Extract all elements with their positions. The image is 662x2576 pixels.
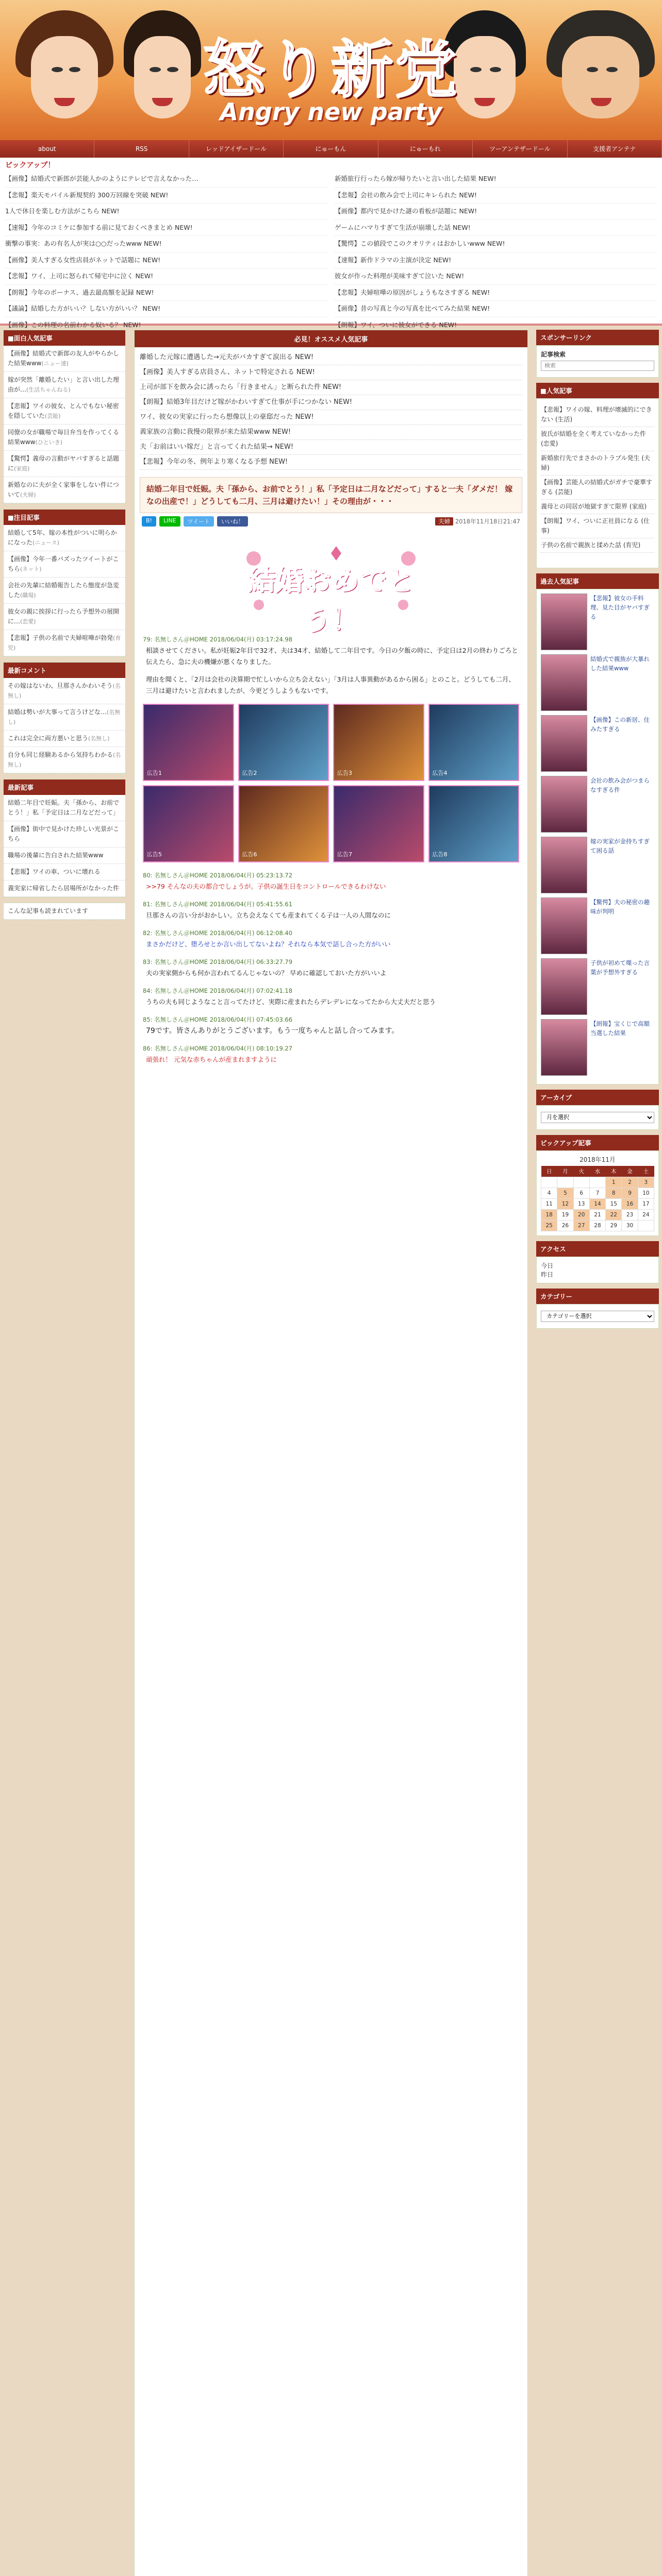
thumbnail[interactable] <box>541 654 587 711</box>
pickup-left-list <box>5 171 327 333</box>
nav-antenna[interactable]: 支援者アンテナ <box>568 140 662 158</box>
archive-title: アーカイブ <box>536 1090 659 1105</box>
item-text[interactable]: 【画像】今年一番バズったツイートがこちら <box>8 555 119 572</box>
calendar-day[interactable]: 3 <box>638 1177 654 1188</box>
pickup-item[interactable]: 衝撃の事実：あの有名人が実は○○だったwww NEW! <box>5 236 327 252</box>
weekday: 火 <box>573 1166 589 1177</box>
item-text[interactable]: 【悲報】ワイの彼女、とんでもない秘密を隠していた <box>8 402 119 419</box>
list-item[interactable]: 子供の名前で親族と揉めた話 (育児) <box>541 538 654 553</box>
calendar-day[interactable]: 14 <box>589 1199 605 1210</box>
list-item[interactable]: 新婚旅行先でまさかのトラブル発生 (夫婦) <box>541 451 654 476</box>
right-sidebar <box>533 330 662 2576</box>
post-header: 83: 名無しさん＠HOME 2018/06/04(月) 06:33:27.79 <box>143 958 293 965</box>
thumbnail[interactable] <box>541 594 587 650</box>
item-text[interactable]: 結婚は勢いが大事って言うけどな… <box>8 708 107 716</box>
also-read-label: こんな記事も読まれています <box>4 903 125 920</box>
list-item[interactable] <box>4 477 125 503</box>
calendar-day[interactable]: 8 <box>606 1188 622 1199</box>
main-content <box>134 330 528 2576</box>
item-text[interactable]: 職場の後輩に告白された結果www <box>8 852 104 859</box>
weekday: 木 <box>606 1166 622 1177</box>
category-select[interactable] <box>541 1311 654 1322</box>
calendar-day[interactable]: 27 <box>573 1221 589 1231</box>
item-text[interactable]: 【画像】結婚式で新郎の友人がやらかした結果www <box>8 350 120 367</box>
item-text[interactable]: 彼女の親に挨拶に行ったら予想外の展開に… <box>8 608 120 625</box>
thumb-item[interactable] <box>541 958 654 1015</box>
calendar-day[interactable]: 15 <box>606 1199 622 1210</box>
item-text[interactable]: 同僚の女が職場で毎日弁当を作ってくる結果www <box>8 429 120 446</box>
list-item[interactable]: 【悲報】今年の冬、例年より寒くなる予想 NEW! <box>140 455 522 470</box>
pickup-item[interactable]: 【速報】新作ドラマの主演が決定 NEW! <box>335 252 657 269</box>
pickup-item[interactable]: 【悲報】ワイ、上司に怒られて帰宅中に泣く NEW! <box>5 268 327 285</box>
pickup-item[interactable]: ゲームにハマりすぎて生活が崩壊した話 NEW! <box>335 220 657 236</box>
post-header: 82: 名無しさん＠HOME 2018/06/04(月) 06:12:08.40 <box>143 929 293 937</box>
post <box>135 982 527 1011</box>
ad-banner[interactable]: 広告8 <box>428 785 520 862</box>
item-source: (職場) <box>20 592 36 599</box>
calendar-body <box>541 1177 654 1231</box>
list-item[interactable] <box>4 731 125 747</box>
calendar-day[interactable]: 12 <box>557 1199 573 1210</box>
search-box <box>536 345 659 378</box>
thumb-item[interactable] <box>541 897 654 954</box>
item-text[interactable]: 【驚愕】義母の言動がヤバすぎると話題に <box>8 455 120 472</box>
wedding-congrats-image <box>238 538 424 636</box>
list-item[interactable] <box>4 848 125 864</box>
thumb-item[interactable] <box>541 594 654 650</box>
box-title: ■注目記事 <box>4 510 125 525</box>
weekday: 土 <box>638 1166 654 1177</box>
latest-comments-box <box>3 662 126 774</box>
line-button[interactable]: LINE <box>159 516 180 527</box>
item-source: (家庭) <box>14 465 30 472</box>
ad-banner[interactable]: 広告1 <box>143 704 234 781</box>
pickup-item[interactable]: 1人で休日を楽しむ方法がこちら NEW! <box>5 204 327 220</box>
thumb-item[interactable] <box>541 715 654 772</box>
post-text: >>79 そんなの夫の都合でしょうが。子供の誕生日をコントロールできるわけない <box>146 883 386 890</box>
item-source: (ニュー速) <box>41 360 69 367</box>
nav-item-3[interactable]: レッドアイザードール <box>189 140 284 158</box>
pickup-item[interactable]: 【悲報】会社の飲み会で上司にキレられた NEW! <box>335 188 657 204</box>
post-text: うちの夫も同じようなこと言ってたけど、実際に産まれたらデレデレになってたから大丈夫だと思う <box>146 998 436 1006</box>
list-item[interactable]: 上司が部下を飲み会に誘ったら「行きません」と断られた件 NEW! <box>140 380 522 395</box>
thumb-text[interactable]: 結婚式で親族が大暴れした結果www <box>590 655 650 672</box>
list-item[interactable] <box>4 604 125 630</box>
list-item[interactable]: 離婚した元嫁に遭遇した→元夫がバカすぎて涙出る NEW! <box>140 350 522 365</box>
calendar-day[interactable]: 19 <box>557 1210 573 1221</box>
thumbs-title: 過去人気記事 <box>536 573 659 589</box>
post-header: 80: 名無しさん＠HOME 2018/06/04(月) 05:23:13.72 <box>143 872 293 879</box>
post <box>135 867 527 895</box>
also-read-box <box>3 903 126 920</box>
item-source: (名無し) <box>8 683 121 699</box>
category-title: カテゴリー <box>536 1289 659 1304</box>
calendar <box>541 1166 654 1231</box>
calendar-day[interactable]: 25 <box>541 1221 557 1231</box>
list-item[interactable]: 彼氏が結婚を全く考えていなかった件 (恋愛) <box>541 427 654 451</box>
share-buttons <box>142 516 248 527</box>
item-source: (ニュース) <box>32 539 60 546</box>
ad-banner[interactable]: 広告2 <box>238 704 329 781</box>
item-text[interactable]: 【悲報】子供の名前で夫婦喧嘩が勃発 <box>8 634 113 641</box>
nav-rss[interactable]: RSS <box>94 140 189 158</box>
item-text[interactable]: 【画像】街中で見かけた珍しい光景がこちら <box>8 825 120 842</box>
calendar-day[interactable]: 5 <box>557 1188 573 1199</box>
list-item[interactable] <box>4 821 125 848</box>
calendar-day[interactable]: 4 <box>541 1188 557 1199</box>
post-text: 夫の実家側からも何か言われてるんじゃないの？ 早めに確認しておいた方がいいよ <box>146 969 387 977</box>
list-item[interactable] <box>4 551 125 578</box>
post-header: 86: 名無しさん＠HOME 2018/06/04(月) 08:10:19.27 <box>143 1045 293 1052</box>
thumb-item[interactable] <box>541 837 654 893</box>
list-item[interactable]: 義母との同居が地獄すぎて限界 (家庭) <box>541 500 654 514</box>
list-item[interactable] <box>4 630 125 656</box>
list-item[interactable]: 義家族の言動に我慢の限界が来た結果www NEW! <box>140 425 522 440</box>
category-box <box>536 1304 659 1329</box>
archive-select[interactable] <box>541 1112 654 1123</box>
post-text: 相談させてください。私が妊娠2年目で32才、夫は34才、結婚して二年目です。今日の夕飯の時に、予定日は2月の終わりごろと伝えたら、急に夫の機嫌が悪くなりました。 <box>146 647 518 666</box>
thumb-text[interactable]: 【朗報】宝くじで高額当選した結果 <box>590 1020 650 1037</box>
thumbnail[interactable] <box>541 958 587 1015</box>
list-item[interactable] <box>4 398 125 425</box>
item-source: (ひといき) <box>35 439 63 446</box>
ad-banner[interactable]: 広告5 <box>143 785 234 862</box>
site-logo-subtitle: Angry new party <box>220 98 442 126</box>
item-text[interactable]: 結婚して5年、嫁の本性がついに明らかになった <box>8 529 117 546</box>
post-text: 79です。皆さんありがとうございます。もう一度ちゃんと話し合ってみます。 <box>146 1027 399 1035</box>
nav-item-6[interactable]: ツーアンテザードール <box>473 140 567 158</box>
thumb-text[interactable]: 子供が初めて喋った言葉が予想外すぎる <box>590 959 650 976</box>
list-item[interactable] <box>4 425 125 451</box>
calendar-day[interactable] <box>638 1221 654 1231</box>
pickup-item[interactable]: 【朗報】今年のボーナス、過去最高額を記録 NEW! <box>5 285 327 301</box>
weekday: 金 <box>622 1166 638 1177</box>
pickup-item[interactable]: 【驚愕】この値段でこのクオリティはおかしいwww NEW! <box>335 236 657 252</box>
calendar-day[interactable]: 16 <box>622 1199 638 1210</box>
nav-item-5[interactable]: にゅーもれ <box>378 140 473 158</box>
item-source: (名無し) <box>8 752 121 768</box>
calendar-day[interactable]: 30 <box>622 1221 638 1231</box>
pickup-item[interactable]: 【画像】都内で見かけた謎の看板が話題に NEW! <box>335 204 657 220</box>
calendar-day[interactable] <box>573 1177 589 1188</box>
thumb-text[interactable]: 【驚愕】夫の秘密の趣味が判明 <box>590 899 650 915</box>
article-date: 2018年11月18日21:47 <box>455 518 520 525</box>
thumb-list <box>536 589 659 1084</box>
list-item[interactable] <box>4 372 125 398</box>
calendar-day[interactable]: 20 <box>573 1210 589 1221</box>
post-header: 85: 名無しさん＠HOME 2018/06/04(月) 07:45:03.66 <box>143 1016 293 1023</box>
list-item[interactable]: 【朗報】ワイ、ついに正社員になる (仕事) <box>541 514 654 538</box>
latest-articles-box <box>3 779 126 897</box>
pickup-item[interactable]: 彼女が作った料理が美味すぎて泣いた NEW! <box>335 268 657 285</box>
list-item[interactable]: 【画像】美人すぎる店員さん、ネットで特定される NEW! <box>140 365 522 380</box>
calendar-day[interactable]: 29 <box>606 1221 622 1231</box>
pickup-title: ピックアップ！ <box>5 161 55 170</box>
calendar-day[interactable]: 22 <box>606 1210 622 1221</box>
article-meta <box>135 513 527 530</box>
recommended-heading: 必見！オススメ人気記事 <box>135 330 527 347</box>
box-title: 最新コメント <box>4 663 125 678</box>
category-tag[interactable]: 夫婦 <box>435 517 453 526</box>
list-item[interactable] <box>4 678 125 704</box>
calendar-box <box>536 1150 659 1236</box>
item-text[interactable]: 【悲報】ワイの車、ついに壊れる <box>8 868 101 875</box>
list-item[interactable] <box>4 525 125 551</box>
thumb-item[interactable] <box>541 776 654 833</box>
item-text[interactable]: これは完全に両方悪いと思う <box>8 735 89 742</box>
item-text[interactable]: その嫁はないわ、旦那さんかわいそう <box>8 682 113 689</box>
pickup-item[interactable]: 【朗報】ワイ、ついに彼女ができる NEW! <box>335 317 657 334</box>
pickup-item[interactable]: 【画像】結婚式で新郎が芸能人かのようにテレビで言えなかった… <box>5 171 327 188</box>
post-text: まさかだけど、堕ろせとか言い出してないよね？それなら本気で話し合った方がいい <box>146 940 391 948</box>
calendar-title: ピックアップ記事 <box>536 1135 659 1150</box>
post <box>135 895 527 924</box>
thumb-text[interactable]: 嫁の実家が金持ちすぎて困る話 <box>590 838 650 854</box>
tweet-button[interactable]: ツイート <box>184 516 214 527</box>
list-item[interactable]: 【朗報】結婚3年目だけど嫁がかわいすぎて仕事が手につかない NEW! <box>140 395 522 410</box>
post-text: 頑張れ！ 元気な赤ちゃんが産まれますように <box>146 1056 277 1063</box>
popular-list <box>536 398 659 568</box>
pickup-item[interactable]: 【画像】美人すぎる女性店員がネットで話題に NEW! <box>5 252 327 269</box>
item-source: (名無し) <box>8 709 121 725</box>
pickup-item[interactable]: 【悲報】楽天モバイル新規契約 300万回線を突破 NEW! <box>5 188 327 204</box>
ad-banner[interactable]: 広告4 <box>428 704 520 781</box>
list-item[interactable] <box>4 704 125 731</box>
item-source: (芸能) <box>45 413 61 419</box>
post-header: 79: 名無しさん＠HOME 2018/06/04(月) 03:17:24.98 <box>143 636 293 643</box>
calendar-day[interactable]: 23 <box>622 1210 638 1221</box>
access-yesterday: 昨日 <box>541 1271 554 1278</box>
nav-item-4[interactable]: にゅーもん <box>284 140 378 158</box>
box-title: ■面白人気記事 <box>4 330 125 346</box>
thumbnail[interactable] <box>541 837 587 893</box>
access-today: 今日 <box>541 1262 554 1269</box>
recommended-list <box>135 347 527 473</box>
item-source: (恋愛) <box>20 618 36 625</box>
list-item[interactable]: 【悲報】ワイの嫁、料理が壊滅的にできない (生活) <box>541 403 654 427</box>
list-item[interactable] <box>4 795 125 821</box>
post-header: 81: 名無しさん＠HOME 2018/06/04(月) 05:41:55.61 <box>143 901 293 908</box>
search-input[interactable] <box>541 361 654 371</box>
weekday: 月 <box>557 1166 573 1177</box>
calendar-day[interactable]: 17 <box>638 1199 654 1210</box>
list-item[interactable] <box>4 864 125 880</box>
calendar-day[interactable] <box>589 1177 605 1188</box>
site-header <box>0 0 662 140</box>
global-nav <box>0 140 662 158</box>
pickup-right-list <box>335 171 657 333</box>
post <box>135 924 527 953</box>
popular-articles-box <box>3 330 126 504</box>
calendar-month: 2018年11月 <box>580 1156 616 1163</box>
pickup-item[interactable]: 【画像】昔の写真と今の写真を比べてみた結果 NEW! <box>335 301 657 317</box>
pickup-item[interactable]: 【速報】今年のコミケに参加する前に見ておくべきまとめ NEW! <box>5 220 327 236</box>
weekday: 日 <box>541 1166 557 1177</box>
list-item[interactable] <box>4 747 125 773</box>
access-box <box>536 1257 659 1283</box>
like-button[interactable]: いいね！ <box>217 516 248 527</box>
ad-grid <box>135 700 527 867</box>
article-title: 結婚二年目で妊娠。夫「孫から、お前でとう！」私「予定日は二月などだって」すると一夫「ダメだ！ 嫁なの出産で！」どうしても二月、三月は避けたい！」その理由が・・・ <box>140 477 522 513</box>
item-source: (生活ちゃんねる) <box>26 386 71 393</box>
pickup-section <box>0 158 662 329</box>
ad-banner[interactable]: 広告3 <box>333 704 424 781</box>
featured-articles-box <box>3 509 126 657</box>
pickup-item[interactable]: 【画像】この料理の名前わかる奴いる？ NEW! <box>5 317 327 334</box>
sponsor-title: スポンサーリンク <box>536 330 659 345</box>
item-source: (名無し) <box>88 735 110 742</box>
item-text[interactable]: 嫁が突然「離婚したい」と言い出した理由が… <box>8 376 120 393</box>
item-text[interactable]: 結婚二年目で妊娠。夫「孫から、お前でとう！」私「予定日は二月などだって」 <box>8 799 120 816</box>
post <box>135 953 527 982</box>
thumbnail[interactable] <box>541 715 587 772</box>
calendar-day[interactable]: 10 <box>638 1188 654 1199</box>
thumbnail[interactable] <box>541 897 587 954</box>
popular-title: ■人気記事 <box>536 383 659 398</box>
search-heading: 記事検索 <box>541 351 566 358</box>
list-item[interactable]: ワイ、彼女の実家に行ったら想像以上の豪邸だった NEW! <box>140 410 522 425</box>
calendar-day[interactable]: 18 <box>541 1210 557 1221</box>
pickup-item[interactable]: 【議論】結婚した方がいい？しない方がいい？ NEW! <box>5 301 327 317</box>
item-text[interactable]: 新婚なのに夫が全く家事をしない件について <box>8 481 119 498</box>
ad-banner[interactable]: 広告7 <box>333 785 424 862</box>
calendar-day[interactable]: 11 <box>541 1199 557 1210</box>
post <box>135 1011 527 1040</box>
thumb-text[interactable]: 会社の飲み会がつまらなすぎる件 <box>590 777 650 793</box>
pickup-item[interactable]: 新婚旅行行ったら嫁が帰りたいと言い出した結果 NEW! <box>335 171 657 188</box>
calendar-day[interactable]: 26 <box>557 1221 573 1231</box>
weekday: 水 <box>589 1166 605 1177</box>
archive-box <box>536 1105 659 1130</box>
thumbnail[interactable] <box>541 776 587 833</box>
item-text[interactable]: 自分も同じ経験あるから気持ちわかる <box>8 751 113 758</box>
list-item[interactable]: 【画像】芸能人の結婚式がガチで豪華すぎる (芸能) <box>541 476 654 500</box>
box-title: 最新記事 <box>4 779 125 795</box>
item-source: (ネット) <box>20 566 42 572</box>
post-header: 84: 名無しさん＠HOME 2018/06/04(月) 07:02:41.18 <box>143 987 293 994</box>
calendar-day[interactable]: 9 <box>622 1188 638 1199</box>
nav-about[interactable]: about <box>0 140 94 158</box>
thumb-text[interactable]: 【悲報】彼女の手料理、見た目がヤバすぎる <box>590 595 650 620</box>
calendar-day[interactable] <box>541 1177 557 1188</box>
item-text[interactable]: 義実家に帰省したら居場所がなかった件 <box>8 885 120 892</box>
post <box>135 1040 527 1069</box>
wedding-congrats-text: 結婚おめでとう！ <box>247 564 415 636</box>
calendar-day[interactable]: 28 <box>589 1221 605 1231</box>
list-item[interactable] <box>4 346 125 372</box>
post-text: 旦那さんの言い分がおかしい。立ち会えなくても産まれてくる子は一人の人間なのに <box>146 911 391 919</box>
calendar-day[interactable]: 7 <box>589 1188 605 1199</box>
thumb-item[interactable] <box>541 654 654 711</box>
calendar-day[interactable]: 1 <box>606 1177 622 1188</box>
hatena-button[interactable]: B! <box>142 516 156 527</box>
item-text[interactable]: 会社の先輩に結婚報告したら態度が急変した <box>8 582 120 599</box>
access-title: アクセス <box>536 1241 659 1257</box>
list-item[interactable] <box>4 451 125 477</box>
list-item[interactable] <box>4 578 125 604</box>
ad-banner[interactable]: 広告6 <box>238 785 329 862</box>
post <box>135 671 527 700</box>
post-text: 理由を聞くと、「2月は会社の決算期で忙しいから立ち会えない」「3月は人事異動があるから困る」とのこと。どうしても二月、三月は避けたいと言われましたが、今更どうしようもないです。 <box>146 675 515 694</box>
item-source: (夫婦) <box>20 492 36 498</box>
pickup-item[interactable]: 【悲報】夫婦喧嘩の原因がしょうもなさすぎる NEW! <box>335 285 657 301</box>
calendar-day[interactable]: 21 <box>589 1210 605 1221</box>
left-sidebar <box>0 330 129 2576</box>
calendar-day[interactable]: 6 <box>573 1188 589 1199</box>
calendar-day[interactable] <box>557 1177 573 1188</box>
calendar-day[interactable]: 2 <box>622 1177 638 1188</box>
list-item[interactable]: 夫「お前はいい嫁だ」と言ってくれた結果→ NEW! <box>140 440 522 455</box>
thumbnail[interactable] <box>541 1019 587 1076</box>
thumb-text[interactable]: 【画像】この新居、住みたすぎる <box>590 716 650 733</box>
calendar-day[interactable]: 13 <box>573 1199 589 1210</box>
calendar-day[interactable]: 24 <box>638 1210 654 1221</box>
list-item[interactable] <box>4 880 125 897</box>
thumb-item[interactable] <box>541 1019 654 1076</box>
item-source: (育児) <box>8 635 121 651</box>
site-logo[interactable]: 怒り新党 <box>203 33 459 106</box>
